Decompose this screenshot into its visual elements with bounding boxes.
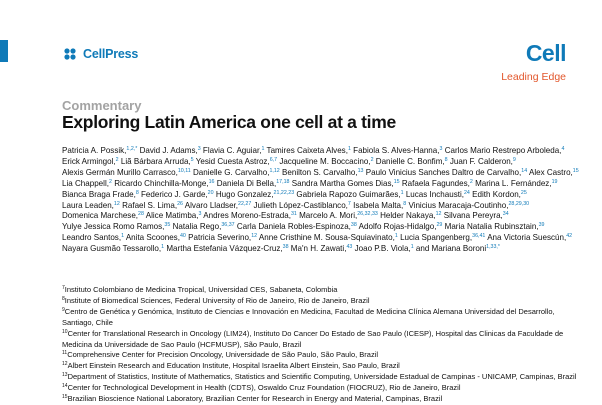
- author-name: Natalia Rego,$^{36,37}$: [172, 222, 235, 232]
- author-name: Martha Estefania Vázquez-Cruz,$^{38}$: [166, 244, 289, 254]
- author-affiliation-ref[interactable]: 31: [290, 211, 297, 218]
- publisher-logo[interactable]: [62, 46, 138, 62]
- author-affiliation-ref[interactable]: 8: [135, 189, 139, 196]
- affiliation-number: 8: [62, 295, 65, 302]
- affiliation-item: $^9$Centro de Genética y Genómica, Instituto de Ciencias e Innovación en Medicina, Facultad de Medicina Clínica Alemana Universidad del Desarrollo, Santiago, Chile: [62, 306, 555, 327]
- affiliation-number: 10: [62, 328, 68, 335]
- author-affiliation-ref[interactable]: 1,12: [269, 167, 280, 174]
- author-affiliation-ref[interactable]: 2: [370, 156, 374, 163]
- journal-section: Leading Edge: [501, 71, 566, 83]
- author-name: Ana Victoria Suescún,$^{42}$: [487, 233, 573, 243]
- affiliation-list: [62, 285, 582, 405]
- author-affiliation-ref[interactable]: 26,32,33: [357, 211, 378, 218]
- author-name: Tamires Caixeta Alves,$^1$: [266, 146, 351, 155]
- author-affiliation-ref[interactable]: 13: [357, 167, 364, 174]
- author-name: Juan F. Calderon,$^9$: [449, 156, 516, 166]
- author-name: Liã Bárbara Arruda,$^5$: [120, 156, 194, 166]
- author-affiliation-ref[interactable]: 28,29,30: [508, 200, 530, 207]
- author-affiliation-ref[interactable]: 3: [198, 211, 202, 218]
- author-name: Marina L. Fernández,$^{19}$: [475, 178, 558, 188]
- author-name: Vinicius Maracaja-Coutinho,$^{28,29,30}$: [408, 200, 530, 210]
- affiliation-item: $^{12}$Albert Einstein Research and Education Institute, Hospital Israelita Albert Einstein, Sao Paulo, Brazil: [62, 361, 400, 371]
- author-affiliation-ref[interactable]: 7: [347, 200, 351, 207]
- author-affiliation-ref[interactable]: 2: [115, 156, 119, 163]
- author-affiliation-ref[interactable]: 10,11: [177, 167, 191, 174]
- author-name: Domenica Marchese,$^{28}$: [62, 211, 144, 221]
- author-affiliation-ref[interactable]: 1: [261, 146, 265, 152]
- author-affiliation-ref[interactable]: 21,22,23: [273, 189, 295, 196]
- affiliation-item: $^7$Instituto Colombiano de Medicina Tropical, Universidad CES, Sabaneta, Colombia: [62, 285, 338, 294]
- author-affiliation-ref[interactable]: 3: [439, 146, 443, 152]
- author-name: Maria Natalia Rubinsztain,$^{39}$: [444, 222, 545, 232]
- author-name: and Mariana Boroni$^{1,33,*}$: [415, 244, 500, 254]
- author-affiliation-ref[interactable]: 43: [346, 244, 353, 251]
- author-name: Yulye Jessica Romo Ramos,$^{35}$: [62, 222, 171, 232]
- cellpress-logo-icon: [62, 46, 78, 62]
- author-affiliation-ref[interactable]: 12: [435, 211, 442, 218]
- author-name: Alex Castro,$^{15}$: [528, 167, 579, 177]
- author-affiliation-ref[interactable]: 1,33,*: [486, 244, 500, 251]
- author-name: Sandra Martha Gomes Dias,$^{15}$: [291, 178, 400, 188]
- affiliation-item: $^{14}$Center for Technological Development in Health (CDTS), Oswaldo Cruz Foundation (FIOCRUZ), Rio de Janeiro, Brazil: [62, 383, 461, 393]
- affiliation-item: $^{11}$Comprehensive Center for Precision Oncology, Universidade de São Paulo, São Paulo, Brazil: [62, 350, 379, 360]
- author-affiliation-ref[interactable]: 40: [179, 233, 186, 240]
- author-affiliation-ref[interactable]: 1: [410, 244, 414, 251]
- author-name: Lucas Inchausti,$^{24}$: [405, 189, 470, 199]
- author-affiliation-ref[interactable]: 36,37: [221, 222, 235, 229]
- author-affiliation-ref[interactable]: 36,41: [472, 233, 486, 240]
- author-affiliation-ref[interactable]: 1: [394, 233, 398, 240]
- author-affiliation-ref[interactable]: 28: [138, 211, 144, 218]
- author-affiliation-ref[interactable]: 2: [469, 178, 473, 185]
- affiliation-number: 9: [62, 306, 65, 313]
- author-name: Marcelo A. Mori,$^{26,32,33}$: [299, 211, 378, 221]
- author-name: Yesid Cuesta Astroz,$^{6,7}$: [195, 156, 278, 166]
- author-affiliation-ref[interactable]: 3: [197, 146, 201, 152]
- affiliation-number: 12: [62, 361, 68, 368]
- author-affiliation-ref[interactable]: 24: [463, 189, 470, 196]
- author-name: Benilton S. Carvalho,$^{13}$: [282, 167, 364, 177]
- author-name: Ma'n H. Zawati,$^{43}$: [290, 244, 353, 254]
- affiliation-number: 13: [62, 372, 68, 379]
- author-name: Daniela Di Bella,$^{17,18}$: [216, 178, 290, 188]
- author-name: Hugo Gonzalez,$^{21,22,23}$: [215, 189, 295, 199]
- author-name: Alvaro Lladser,$^{22,27}$: [184, 200, 252, 210]
- author-name: Nayara Gusmão Tessarollo,$^1$: [62, 244, 165, 254]
- author-affiliation-ref[interactable]: 2: [108, 178, 112, 185]
- author-affiliation-ref[interactable]: 38: [350, 222, 357, 229]
- author-affiliation-ref[interactable]: 1: [347, 146, 351, 152]
- author-name: Fabiola S. Alves-Hanna,$^3$: [353, 146, 443, 155]
- author-name: Lia Chappell,$^2$: [62, 178, 112, 188]
- author-name: Anne Cristhine M. Sousa-Squiavinato,$^1$: [258, 233, 398, 243]
- author-name: Paulo Vinicius Sanches Daltro de Carvalho,$^{14}$: [365, 167, 528, 177]
- author-name: Flavia C. Aguiar,$^1$: [202, 146, 265, 155]
- author-name: Joao P.B. Viola,$^1$: [354, 244, 414, 254]
- publisher-name: CellPress: [83, 47, 139, 61]
- author-affiliation-ref[interactable]: 26: [177, 200, 183, 207]
- author-affiliation-ref[interactable]: 15: [393, 178, 400, 185]
- author-affiliation-ref[interactable]: 9: [512, 156, 516, 163]
- author-name: Julieth López-Castiblanco,$^7$: [253, 200, 351, 210]
- author-affiliation-ref[interactable]: 29: [436, 222, 443, 229]
- author-affiliation-ref[interactable]: 16: [208, 178, 215, 185]
- author-name: Rafaela Fagundes,$^2$: [401, 178, 473, 188]
- author-name: Anita Scoones,$^{40}$: [125, 233, 186, 243]
- author-name: Silvana Pereyra,$^{34}$: [443, 211, 509, 221]
- author-name: Edith Kordon,$^{25}$: [472, 189, 527, 199]
- article-title: Exploring Latin America one cell at a time: [62, 112, 396, 132]
- author-affiliation-ref[interactable]: 6,7: [269, 156, 278, 163]
- author-name: Lucia Spangenberg,$^{36,41}$: [400, 233, 486, 243]
- affiliation-item: $^{13}$Department of Statistics, Institute of Mathematics, Statistics and Scientific Computing, Universidade Estadual de Campinas - UNICAMP, Campinas, Brazil: [62, 372, 577, 382]
- author-name: Jacqueline M. Boccacino,$^2$: [279, 156, 374, 166]
- author-name: Laura Leaden,$^{12}$: [62, 200, 120, 210]
- accent-bar: [0, 40, 8, 62]
- author-affiliation-ref[interactable]: 15: [572, 167, 579, 174]
- author-name: Helder Nakaya,$^{12}$: [380, 211, 442, 221]
- author-affiliation-ref[interactable]: 8: [403, 200, 407, 207]
- author-affiliation-ref[interactable]: 20: [207, 189, 214, 196]
- author-name: Carlos Mario Restrepo Arboleda,$^4$: [444, 146, 565, 155]
- author-name: Andres Moreno-Estrada,$^{31}$: [203, 211, 297, 221]
- author-name: Danielle C. Bonfim,$^8$: [375, 156, 448, 166]
- author-name: Carla Daniela Robles-Espinoza,$^{38}$: [236, 222, 357, 232]
- author-name: Federico J. Garde,$^{20}$: [141, 189, 214, 199]
- article-type: Commentary: [62, 98, 142, 113]
- affiliation-number: 7: [62, 285, 65, 291]
- author-name: Bianca Braga Frade,$^8$: [62, 189, 139, 199]
- author-name: Patricia Severino,$^{12}$: [188, 233, 258, 243]
- author-name: Alice Matimba,$^3$: [145, 211, 202, 221]
- affiliation-number: 15: [62, 394, 68, 401]
- affiliation-item: $^{10}$Center for Translational Research in Oncology (LIM24), Instituto Do Cancer Do Estado de Sao Paulo (ICESP), Hospital das Clinicas da Faculdade de Medicina da Universidade de Sao Paulo (HCFMUSP), São Paulo, Brazil: [62, 328, 564, 349]
- affiliation-item: $^8$Institute of Biomedical Sciences, Federal University of Rio de Janeiro, Rio de Janeiro, Brazil: [62, 295, 370, 305]
- author-affiliation-ref[interactable]: 34: [502, 211, 509, 218]
- affiliation-item: $^{15}$Brazilian Bioscience National Laboratory, Brazilian Center for Research in Energy and Material, Campinas, Brazil: [62, 394, 443, 404]
- author-affiliation-ref[interactable]: 39: [538, 222, 545, 229]
- author-affiliation-ref[interactable]: 42: [566, 233, 573, 240]
- author-name: Adolfo Rojas-Hidalgo,$^{29}$: [358, 222, 443, 232]
- author-name: Ricardo Chinchilla-Monge,$^{16}$: [114, 178, 215, 188]
- author-affiliation-ref[interactable]: 14: [521, 167, 528, 174]
- author-list: [62, 146, 582, 255]
- affiliation-number: 14: [62, 383, 68, 390]
- author-affiliation-ref[interactable]: 17,18: [276, 178, 290, 185]
- author-name: Isabela Malta,$^8$: [353, 200, 407, 210]
- author-affiliation-ref[interactable]: 25: [520, 189, 527, 196]
- author-affiliation-ref[interactable]: 22,27: [238, 200, 252, 207]
- author-affiliation-ref[interactable]: 12: [251, 233, 258, 240]
- author-affiliation-ref[interactable]: 12: [113, 200, 120, 207]
- author-name: Patricia A. Possik,$^{1,2,*}$: [62, 146, 138, 155]
- author-affiliation-ref[interactable]: 1: [400, 189, 404, 196]
- author-affiliation-ref[interactable]: 4: [561, 146, 565, 152]
- journal-name[interactable]: Cell: [525, 40, 566, 66]
- author-affiliation-ref[interactable]: 1: [121, 233, 125, 240]
- author-name: Alexis Germán Murillo Carrasco,$^{10,11}$: [62, 167, 191, 177]
- author-affiliation-ref[interactable]: 1,2,*: [126, 146, 138, 152]
- author-name: Erick Armingol,$^2$: [62, 156, 119, 166]
- author-name: Danielle G. Carvalho,$^{1,12}$: [192, 167, 280, 177]
- author-affiliation-ref[interactable]: 5: [190, 156, 194, 163]
- affiliation-number: 11: [62, 350, 68, 357]
- author-affiliation-ref[interactable]: 1: [161, 244, 165, 251]
- author-affiliation-ref[interactable]: 19: [551, 178, 558, 185]
- author-name: Rafael S. Lima,$^{26}$: [122, 200, 183, 210]
- author-name: David J. Adams,$^3$: [139, 146, 201, 155]
- author-affiliation-ref[interactable]: 38: [282, 244, 289, 251]
- author-name: Gabriela Rapozo Guimarães,$^1$: [296, 189, 404, 199]
- author-affiliation-ref[interactable]: 35: [164, 222, 171, 229]
- author-affiliation-ref[interactable]: 8: [444, 156, 448, 163]
- author-name: Leandro Santos,$^1$: [62, 233, 125, 243]
